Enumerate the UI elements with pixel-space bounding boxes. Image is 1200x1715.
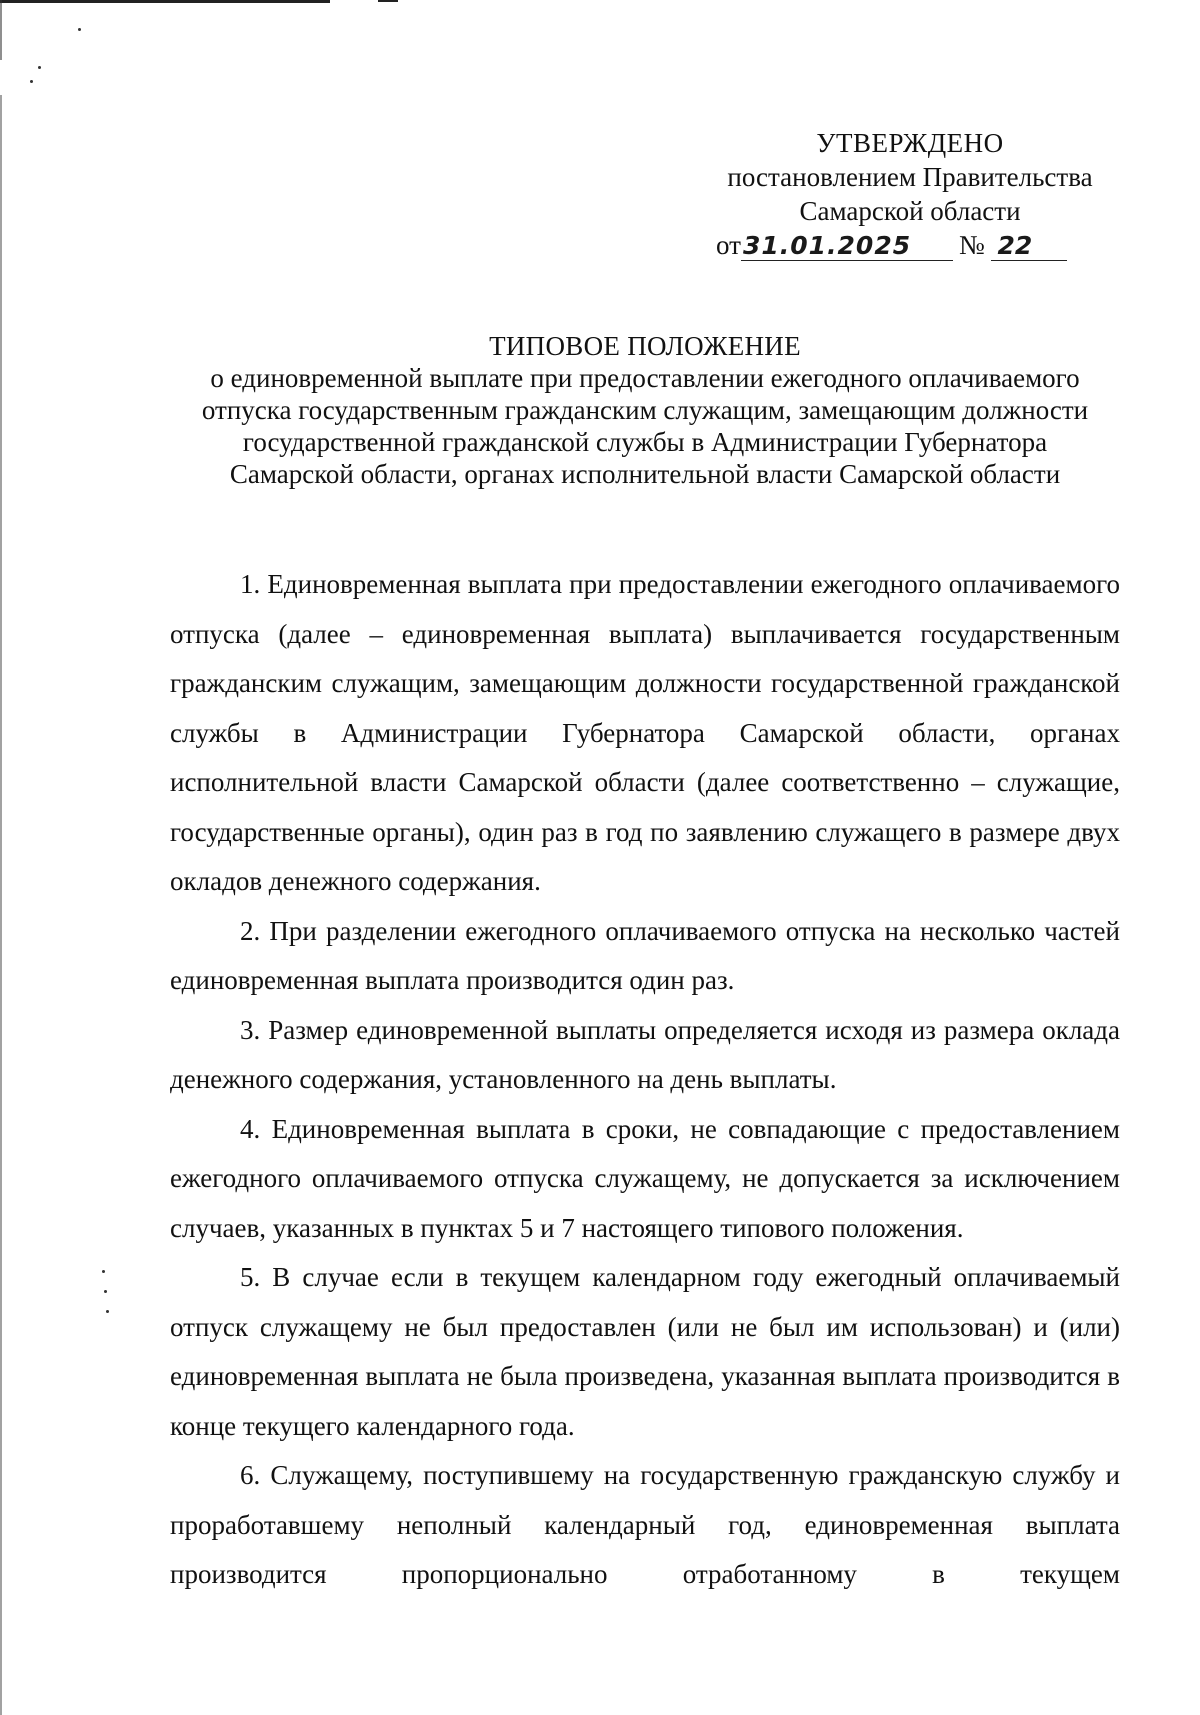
paragraph-1: 1. Единовременная выплата при предоставлении ежегодного оплачиваемого отпуска (далее – единовременная выплата) выплачивается государственным гражданским служащим, замещающим должности государственной гражданской службы в Администрации Губернатора Самарской области, органах исполнительной власти Самарской области (далее соответственно – служащие, государственные органы), один раз в год по заявлению служащего в размере двух окладов денежного содержания. [170,569,1120,896]
handwritten-number: 22 [991,232,1067,261]
approval-line-2: Самарской области [799,196,1021,226]
scan-artifact-dot [30,80,33,83]
document-subtitle-line-3: государственной гражданской службы в Администрации Губернатора [242,427,1048,457]
paragraph-3: 3. Размер единовременной выплаты определяется исходя из размера оклада денежного содержания, установленного на день выплаты. [170,1014,1120,1094]
approval-date-line [700,228,1120,262]
approval-heading: УТВЕРЖДЕНО [816,128,1004,158]
approval-block [700,126,1120,262]
scan-artifact-dot [104,1290,107,1293]
scan-artifact-left-edge [0,0,2,1715]
document-subtitle-line-1: о единовременной выплате при предоставлении ежегодного оплачиваемого [210,363,1080,393]
handwritten-date: 31.01.2025 [741,232,953,261]
document-subtitle-line-4: Самарской области, органах исполнительной власти Самарской области [229,459,1061,489]
document-title: ТИПОВОЕ ПОЛОЖЕНИЕ [489,331,801,361]
paragraph-6: 6. Служащему, поступившему на государственную гражданскую службу и проработавшему неполный календарный год, единовременная выплата производится пропорционально отработанному в текущем [170,1460,1120,1589]
paragraph-5: 5. В случае если в текущем календарном году ежегодный оплачиваемый отпуск служащему не был предоставлен (или не был им использован) и (или) единовременная выплата не была произведена, указанная выплата производится в конце текущего календарного года. [170,1262,1120,1441]
paragraph-2: 2. При разделении ежегодного оплачиваемого отпуска на несколько частей единовременная выплата производится один раз. [170,915,1120,995]
paragraph-4: 4. Единовременная выплата в сроки, не совпадающие с предоставлением ежегодного оплачиваемого отпуска служащему, не допускается за исключением случаев, указанных в пунктах 5 и 7 настоящего типового положения. [170,1113,1120,1243]
scan-artifact-top-line-short [378,0,398,2]
number-sign: № [958,230,985,260]
approval-line-1: постановлением Правительства [727,162,1093,192]
date-prefix: от [716,230,741,260]
document-body [170,560,1120,1600]
scan-artifact-top-line [0,0,330,3]
scan-artifact-dot [102,1270,105,1273]
document-subtitle-line-2: отпуска государственным гражданским служащим, замещающим должности [201,395,1089,425]
document-title-block [150,330,1140,490]
scan-artifact-dot [78,28,81,31]
scan-artifact-dot [38,66,41,69]
scan-artifact-dot [106,1310,109,1313]
